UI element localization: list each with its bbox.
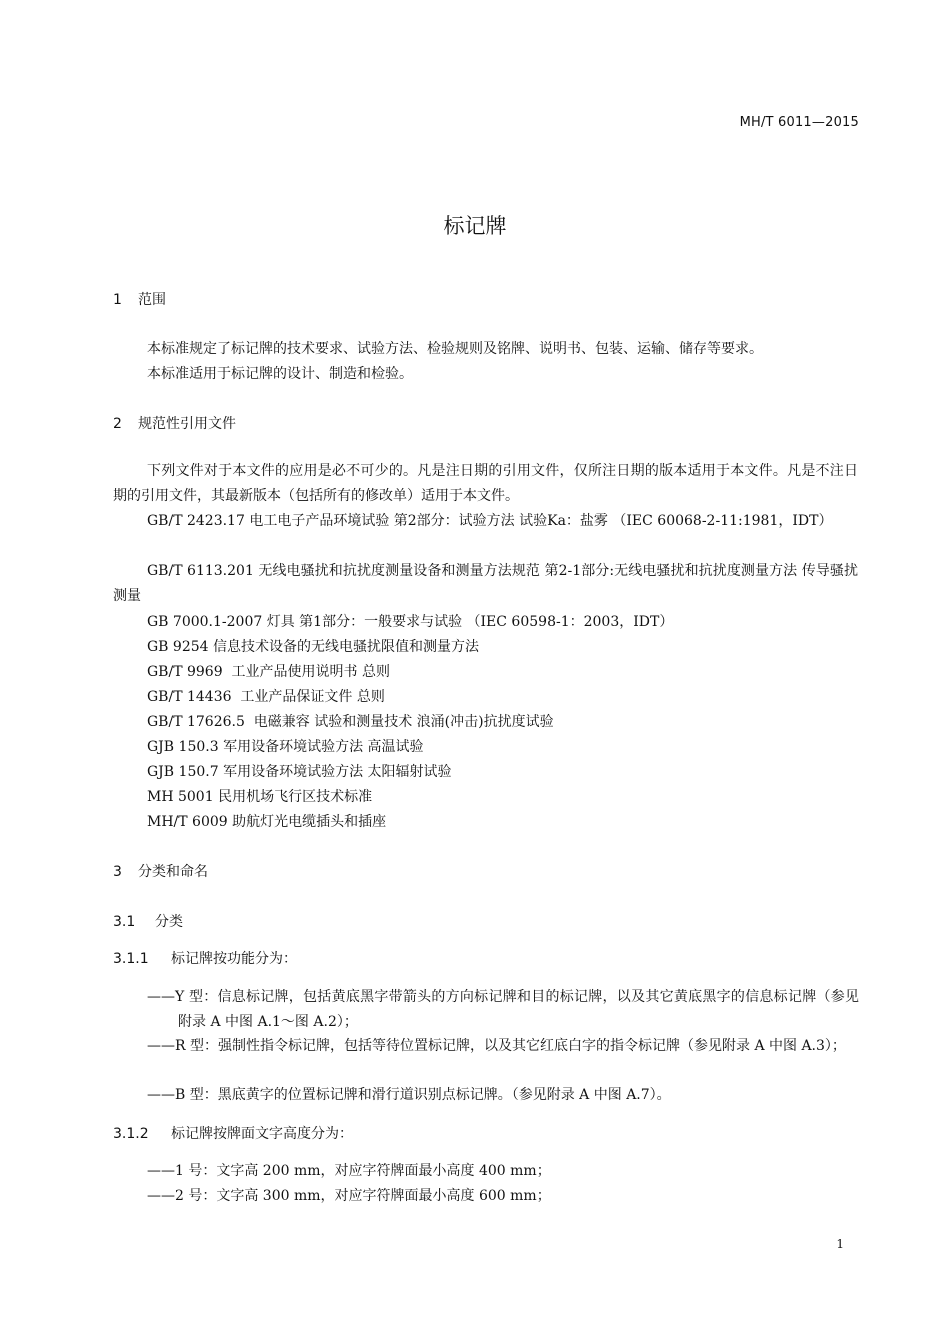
reference-item: GB/T 14436 工业产品保证文件 总则 [147, 689, 385, 705]
section-number: 1 [113, 292, 122, 308]
clause-3-1-1-heading [113, 948, 297, 968]
section-title: 范围 [138, 292, 166, 308]
reference-item: GJB 150.7 军用设备环境试验方法 太阳辐射试验 [147, 764, 452, 780]
reference-item: GB 7000.1-2007 灯具 第1部分：一般要求与试验 （IEC 60598-1：2003，IDT） [147, 614, 674, 630]
reference-item: MH/T 6009 助航灯光电缆插头和插座 [147, 814, 387, 830]
section-number: 3.1.1 [113, 951, 149, 967]
section-number: 3.1.2 [113, 1126, 149, 1142]
size-list-item: ——2 号：文字高 300 mm，对应字符牌面最小高度 600 mm； [147, 1188, 551, 1204]
scope-paragraph-1: 本标准规定了标记牌的技术要求、试验方法、检验规则及铭牌、说明书、包装、运输、储存等要求。 [147, 341, 763, 357]
references-intro: 下列文件对于本文件的应用是必不可少的。凡是注日期的引用文件，仅所注日期的版本适用于本文件。凡是不注日期的引用文件，其最新版本（包括所有的修改单）适用于本文件。 [113, 463, 858, 504]
section-title: 分类和命名 [138, 864, 208, 880]
reference-item: GJB 150.3 军用设备环境试验方法 高温试验 [147, 739, 424, 755]
type-list-item: ——Y 型：信息标记牌，包括黄底黑字带箭头的方向标记牌和目的标记牌，以及其它黄底黑字的信息标记牌（参见附录 A 中图 A.1～图 A.2）； [147, 989, 859, 1030]
section-title: 标记牌按牌面文字高度分为： [171, 1126, 353, 1142]
reference-item: GB/T 6113.201 无线电骚扰和抗扰度测量设备和测量方法规范 第2-1部分:无线电骚扰和抗扰度测量方法 传导骚扰测量 [113, 563, 858, 604]
document-title: 标记牌 [443, 214, 507, 238]
section-title: 标记牌按功能分为： [171, 951, 297, 967]
type-list-item: ——B 型：黑底黄字的位置标记牌和滑行道识别点标记牌。（参见附录 A 中图 A.7）。 [147, 1087, 671, 1103]
section-number: 3.1 [113, 914, 136, 930]
section-2-heading [113, 413, 236, 433]
subsection-3-1-heading [113, 911, 183, 931]
section-title: 分类 [155, 914, 183, 930]
clause-3-1-2-heading [113, 1123, 353, 1143]
reference-item: GB/T 17626.5 电磁兼容 试验和测量技术 浪涌(冲击)抗扰度试验 [147, 714, 554, 730]
section-3-heading [113, 861, 208, 881]
section-title: 规范性引用文件 [138, 416, 236, 432]
section-1-heading [113, 289, 166, 309]
reference-item: GB/T 9969 工业产品使用说明书 总则 [147, 664, 390, 680]
type-list-item: ——R 型：强制性指令标记牌，包括等待位置标记牌，以及其它红底白字的指令标记牌（参见附录 A 中图 A.3）； [147, 1038, 846, 1054]
scope-paragraph-2: 本标准适用于标记牌的设计、制造和检验。 [147, 366, 413, 382]
standard-number-header: MH/T 6011—2015 [739, 115, 859, 130]
reference-item: GB/T 2423.17 电工电子产品环境试验 第2部分：试验方法 试验Ka：盐雾 （IEC 60068-2-11:1981，IDT） [147, 513, 833, 529]
section-number: 3 [113, 864, 122, 880]
size-list-item: ——1 号：文字高 200 mm，对应字符牌面最小高度 400 mm； [147, 1163, 551, 1179]
reference-item: MH 5001 民用机场飞行区技术标准 [147, 789, 373, 805]
reference-item: GB 9254 信息技术设备的无线电骚扰限值和测量方法 [147, 639, 479, 655]
section-number: 2 [113, 416, 122, 432]
page-number: 1 [836, 1237, 844, 1251]
